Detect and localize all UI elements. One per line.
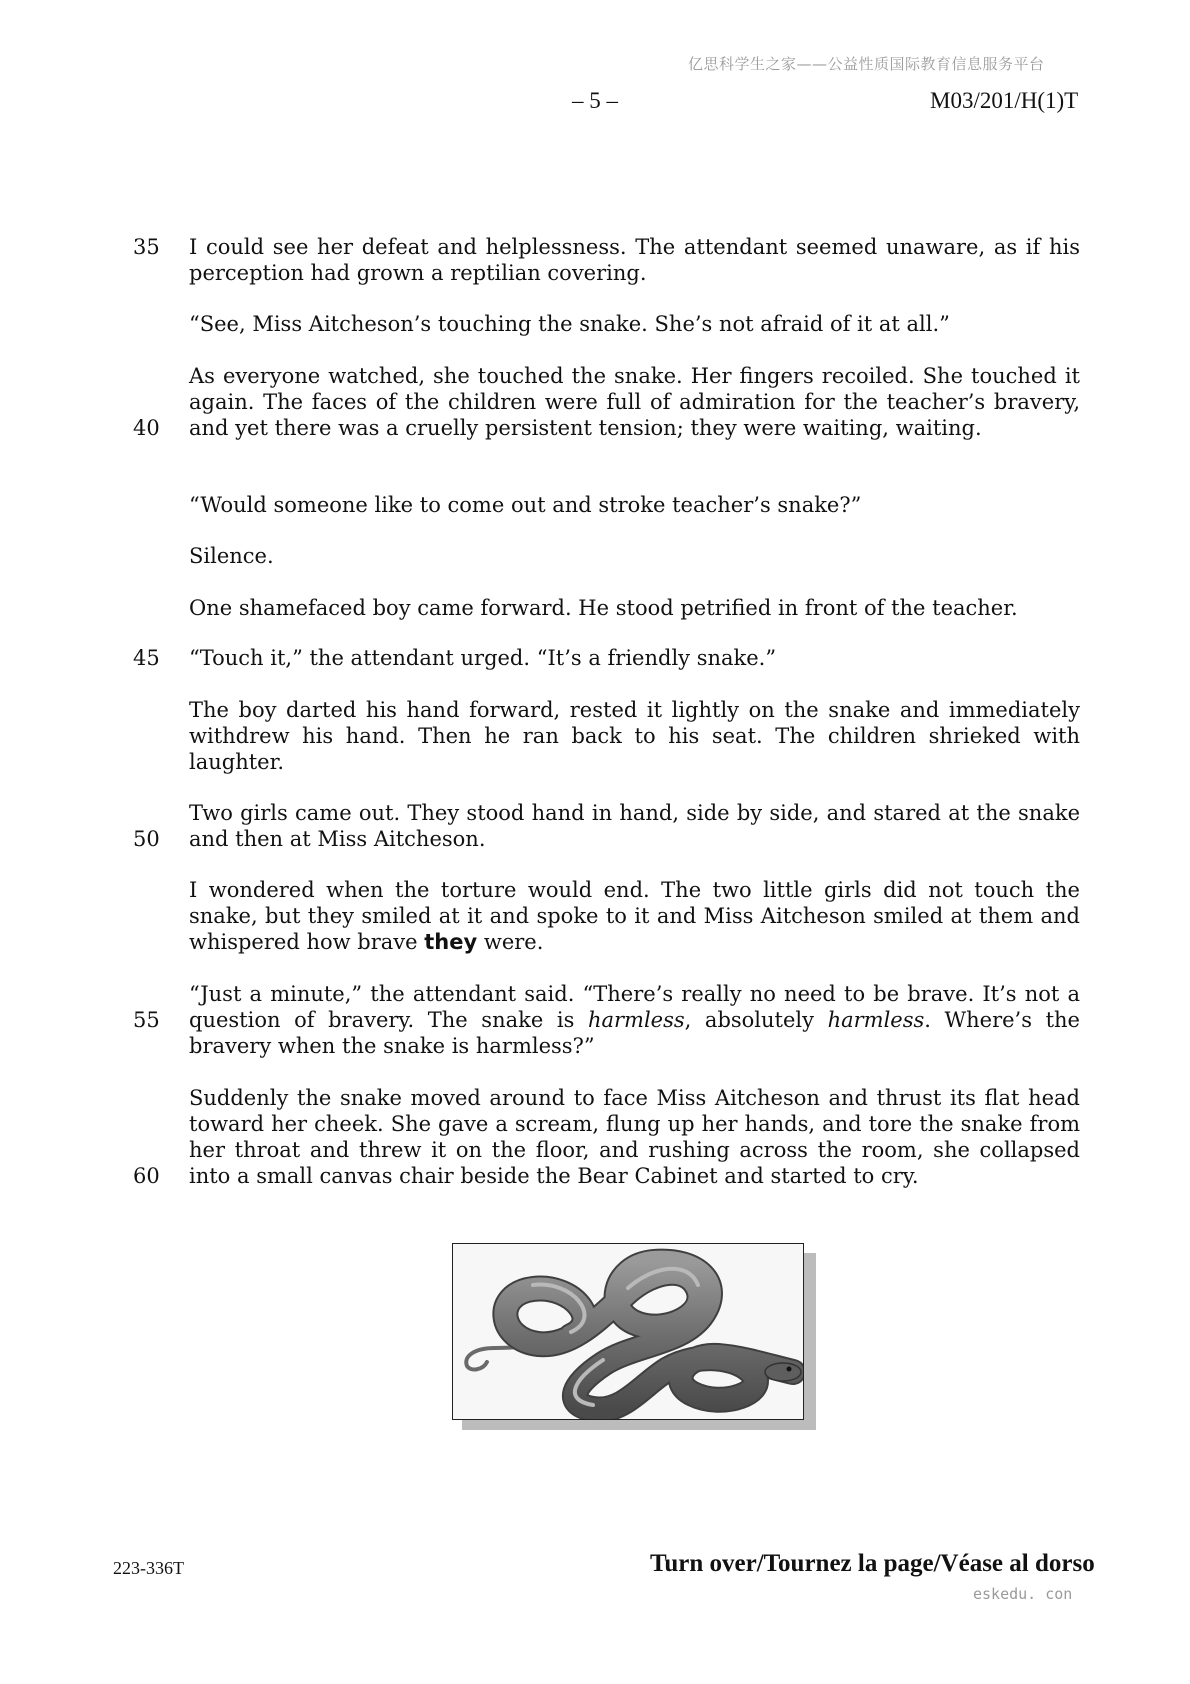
watermark-top: 亿思科学生之家——公益性质国际教育信息服务平台 [688,55,1045,73]
paragraph-10-text-a: I wondered when the torture would end. The two little girls did not touch the snake, but they smiled at it and spoke to it and Miss Aitcheson smiled at them and whispered how brave [189,878,1080,954]
paragraph-6: One shamefaced boy came forward. He stood petrified in front of the teacher. [189,596,1018,620]
paragraph-3: As everyone watched, she touched the snake. Her fingers recoiled. She touched it again. The faces of the children were full of admiration for the teacher’s bravery, and yet there was a cruelly persistent tension; they were waiting, waiting. [189,364,1080,440]
paragraph-9: Two girls came out. They stood hand in hand, side by side, and stared at the snake and then at Miss Aitcheson. [189,801,1080,851]
page-number: – 5 – [572,88,618,113]
line-number-45: 45 [133,646,160,670]
paragraph-5: Silence. [189,544,274,568]
watermark-bottom: eskedu. con [973,1585,1073,1603]
paragraph-4: “Would someone like to come out and stroke teacher’s snake?” [189,493,862,517]
turn-over-label: Turn over/Tournez la page/Véase al dorso [650,1550,1095,1577]
line-number-60: 60 [133,1164,160,1188]
paragraph-11 [189,981,1080,1059]
paragraph-12: Suddenly the snake moved around to face Miss Aitcheson and thrust its flat head toward her cheek. She gave a scream, flung up her hands, and tore the snake from her throat and threw it on the floor, and rushing across the room, she collapsed into a small canvas chair beside the Bear Cabinet and started to cry. [189,1086,1080,1188]
line-number-50: 50 [133,827,160,851]
document-code: M03/201/H(1)T [930,88,1079,113]
paragraph-11-text-a: “Just a minute,” the attendant said. “There’s really no need to be brave. It’s not a question of bravery. The snake is [189,982,1080,1032]
snake-icon [453,1244,803,1419]
footer-code: 223-336T [113,1558,184,1578]
paragraph-11-text-b: , absolutely [684,1008,828,1032]
paragraph-7: “Touch it,” the attendant urged. “It’s a friendly snake.” [189,646,777,670]
paragraph-8: The boy darted his hand forward, rested it lightly on the snake and immediately withdrew his hand. Then he ran back to his seat. The children shrieked with laughter. [189,698,1080,774]
line-number-35: 35 [133,235,160,259]
paragraph-10 [189,877,1080,955]
illustration-frame [452,1243,804,1420]
paragraph-1: I could see her defeat and helplessness. The attendant seemed unaware, as if his perception had grown a reptilian covering. [189,235,1080,285]
paragraph-10-text-b: were. [477,930,544,954]
paragraph-11-text-c: . Where’s the bravery when the snake is harmless?” [189,1008,1080,1058]
paragraph-2: “See, Miss Aitcheson’s touching the snake. She’s not afraid of it at all.” [189,312,950,336]
paragraph-10-bold-word: they [424,930,478,954]
line-number-55: 55 [133,1008,160,1032]
line-number-40: 40 [133,416,160,440]
paragraph-11-italic-2: harmless [827,1008,925,1032]
paragraph-11-italic-1: harmless [587,1008,685,1032]
snake-illustration [452,1243,806,1422]
